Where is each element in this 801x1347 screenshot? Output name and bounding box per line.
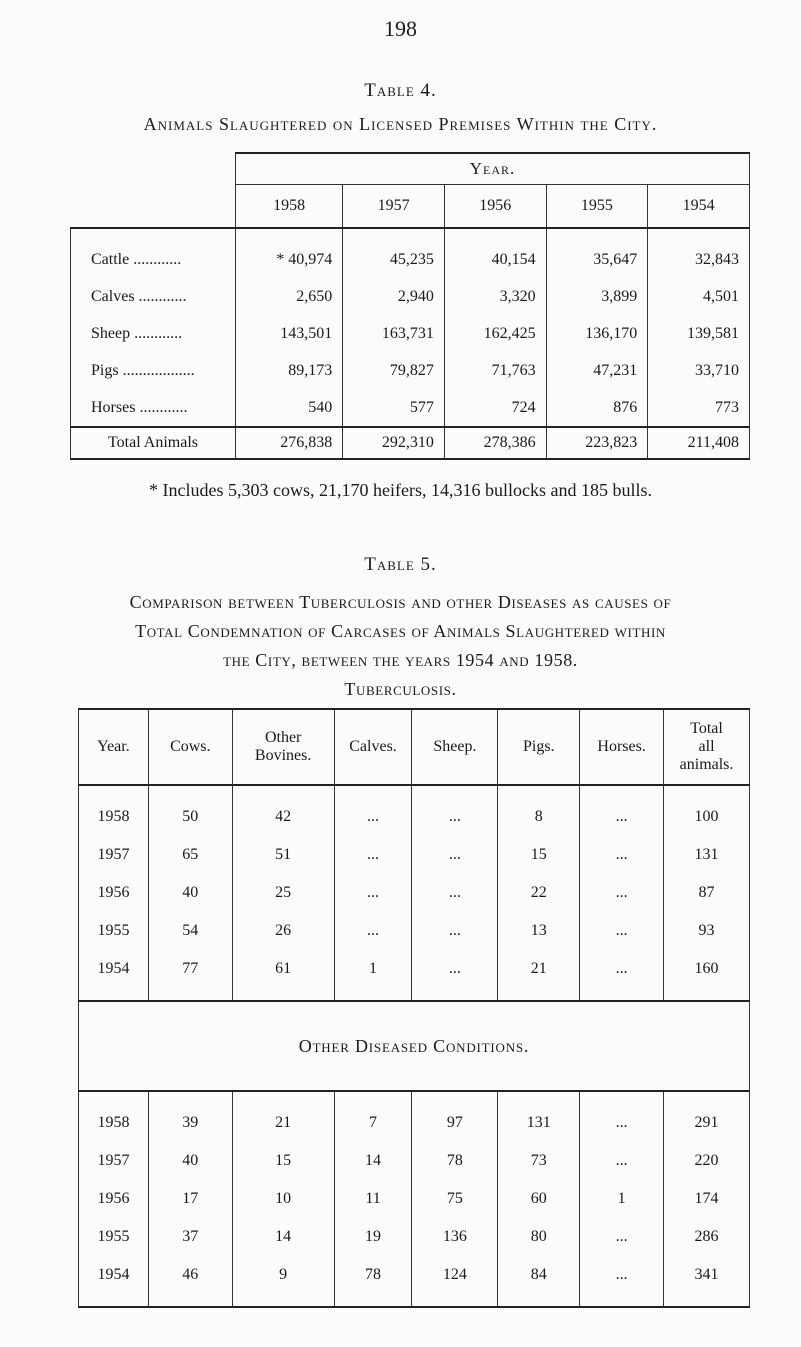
table4-label: Table 4. bbox=[364, 80, 437, 101]
cell: 1 bbox=[334, 950, 412, 988]
tb-section bbox=[79, 785, 750, 1001]
cell: 25 bbox=[232, 874, 334, 912]
cell: 15 bbox=[232, 1142, 334, 1180]
cell: 724 bbox=[444, 389, 546, 427]
cell: 292,310 bbox=[343, 427, 445, 459]
col-header-pigs: Pigs. bbox=[498, 709, 580, 785]
cell: 540 bbox=[236, 389, 343, 427]
cell: 19 bbox=[334, 1218, 412, 1256]
cell: 1957 bbox=[79, 1142, 149, 1180]
cell: 15 bbox=[498, 836, 580, 874]
cell: 40 bbox=[148, 1142, 232, 1180]
cell: ... bbox=[580, 1256, 664, 1294]
cell: 17 bbox=[148, 1180, 232, 1218]
cell: 89,173 bbox=[236, 352, 343, 389]
cell: 46 bbox=[148, 1256, 232, 1294]
header-line: animals. bbox=[679, 756, 734, 773]
cell: 291 bbox=[664, 1104, 750, 1142]
cell: 136 bbox=[412, 1218, 498, 1256]
cell: 211,408 bbox=[648, 427, 750, 459]
cell: 26 bbox=[232, 912, 334, 950]
table5-label: Table 5. bbox=[364, 554, 437, 575]
col-header-sheep: Sheep. bbox=[412, 709, 498, 785]
cell: 45,235 bbox=[343, 228, 445, 278]
table4-title: Animals Slaughtered on Licensed Premises Within the City. bbox=[143, 114, 658, 134]
cell: ... bbox=[412, 836, 498, 874]
cell: 1954 bbox=[79, 1256, 149, 1294]
cell: 1954 bbox=[79, 950, 149, 988]
cell: ... bbox=[580, 950, 664, 988]
cell: 174 bbox=[664, 1180, 750, 1218]
cell: ... bbox=[580, 912, 664, 950]
cell: 162,425 bbox=[444, 315, 546, 352]
table-row bbox=[71, 228, 750, 278]
cell: 14 bbox=[334, 1142, 412, 1180]
table-row bbox=[79, 1142, 750, 1180]
row-label: Pigs .................. bbox=[71, 352, 236, 389]
cell: 341 bbox=[664, 1256, 750, 1294]
cell: 1958 bbox=[79, 1104, 149, 1142]
cell: 1956 bbox=[79, 874, 149, 912]
table-row bbox=[79, 950, 750, 988]
total-label: Total Animals bbox=[71, 427, 236, 459]
cell: ... bbox=[412, 950, 498, 988]
cell: 78 bbox=[412, 1142, 498, 1180]
cell: ... bbox=[334, 874, 412, 912]
table-row bbox=[71, 352, 750, 389]
cell: ... bbox=[412, 912, 498, 950]
cell: 163,731 bbox=[343, 315, 445, 352]
table4-year: 1958 bbox=[236, 185, 343, 229]
table4-year-header: Year. bbox=[236, 153, 750, 185]
table4-year: 1957 bbox=[343, 185, 445, 229]
cell: 131 bbox=[664, 836, 750, 874]
header-line: Total bbox=[690, 720, 723, 737]
cell: 1956 bbox=[79, 1180, 149, 1218]
col-header-total bbox=[664, 709, 750, 785]
row-label: Calves ............ bbox=[71, 278, 236, 315]
cell: 1955 bbox=[79, 1218, 149, 1256]
col-header-other-bovines bbox=[232, 709, 334, 785]
header-line: all bbox=[698, 738, 715, 755]
cell: 4,501 bbox=[648, 278, 750, 315]
other-diseased-conditions-heading: Other Diseased Conditions. bbox=[79, 1001, 750, 1091]
cell: 87 bbox=[664, 874, 750, 912]
cell: 2,940 bbox=[343, 278, 445, 315]
cell: 9 bbox=[232, 1256, 334, 1294]
cell: ... bbox=[412, 798, 498, 836]
table-row bbox=[71, 389, 750, 427]
other-section-header bbox=[79, 1001, 750, 1091]
cell: 21 bbox=[498, 950, 580, 988]
table5-title-line: Total Condemnation of Carcases of Animals Slaughtered within bbox=[135, 621, 666, 641]
row-label: Cattle ............ bbox=[71, 228, 236, 278]
cell: 93 bbox=[664, 912, 750, 950]
cell: 79,827 bbox=[343, 352, 445, 389]
col-header-year: Year. bbox=[79, 709, 149, 785]
table-row bbox=[79, 874, 750, 912]
cell: 32,843 bbox=[648, 228, 750, 278]
cell: 73 bbox=[498, 1142, 580, 1180]
cell: 14 bbox=[232, 1218, 334, 1256]
cell: 143,501 bbox=[236, 315, 343, 352]
cell: 22 bbox=[498, 874, 580, 912]
cell: 50 bbox=[148, 798, 232, 836]
col-header-cows: Cows. bbox=[148, 709, 232, 785]
cell: 13 bbox=[498, 912, 580, 950]
cell: ... bbox=[580, 836, 664, 874]
table-row bbox=[79, 1180, 750, 1218]
cell: 54 bbox=[148, 912, 232, 950]
cell: 75 bbox=[412, 1180, 498, 1218]
cell: 65 bbox=[148, 836, 232, 874]
cell: 77 bbox=[148, 950, 232, 988]
cell: 42 bbox=[232, 798, 334, 836]
table4-footnote: * Includes 5,303 cows, 21,170 heifers, 14,316 bullocks and 185 bulls. bbox=[149, 480, 652, 500]
cell: 11 bbox=[334, 1180, 412, 1218]
cell: 1955 bbox=[79, 912, 149, 950]
table5-subtitle: Tuberculosis. bbox=[344, 679, 457, 699]
col-header-horses: Horses. bbox=[580, 709, 664, 785]
cell: ... bbox=[334, 836, 412, 874]
cell: * 40,974 bbox=[236, 228, 343, 278]
page-number: 198 bbox=[384, 16, 417, 41]
other-section bbox=[79, 1091, 750, 1307]
cell: 276,838 bbox=[236, 427, 343, 459]
cell: ... bbox=[580, 1104, 664, 1142]
cell: 47,231 bbox=[546, 352, 648, 389]
cell: 39 bbox=[148, 1104, 232, 1142]
cell: 80 bbox=[498, 1218, 580, 1256]
cell: 278,386 bbox=[444, 427, 546, 459]
cell: ... bbox=[334, 912, 412, 950]
cell: 40,154 bbox=[444, 228, 546, 278]
cell: 8 bbox=[498, 798, 580, 836]
cell: 1957 bbox=[79, 836, 149, 874]
table5 bbox=[78, 708, 750, 1308]
cell: 876 bbox=[546, 389, 648, 427]
cell: 7 bbox=[334, 1104, 412, 1142]
table-row bbox=[71, 278, 750, 315]
cell: ... bbox=[412, 874, 498, 912]
cell: ... bbox=[580, 1142, 664, 1180]
table4-year: 1955 bbox=[546, 185, 648, 229]
cell: 97 bbox=[412, 1104, 498, 1142]
cell: ... bbox=[580, 874, 664, 912]
table5-title-line: the City, between the years 1954 and 1958. bbox=[223, 650, 578, 670]
total-row bbox=[71, 427, 750, 459]
cell: 3,899 bbox=[546, 278, 648, 315]
row-label: Horses ............ bbox=[71, 389, 236, 427]
cell: 223,823 bbox=[546, 427, 648, 459]
cell: 71,763 bbox=[444, 352, 546, 389]
table-row bbox=[79, 1256, 750, 1294]
cell: 100 bbox=[664, 798, 750, 836]
row-label: Sheep ............ bbox=[71, 315, 236, 352]
cell: ... bbox=[580, 798, 664, 836]
cell: 131 bbox=[498, 1104, 580, 1142]
cell: ... bbox=[580, 1218, 664, 1256]
cell: 2,650 bbox=[236, 278, 343, 315]
table4-year: 1956 bbox=[444, 185, 546, 229]
header-line: Other bbox=[264, 729, 302, 746]
table-row bbox=[79, 836, 750, 874]
table-row bbox=[71, 315, 750, 352]
table4-corner bbox=[71, 153, 236, 228]
cell: 60 bbox=[498, 1180, 580, 1218]
table-row bbox=[79, 798, 750, 836]
cell: 51 bbox=[232, 836, 334, 874]
cell: 84 bbox=[498, 1256, 580, 1294]
table-row bbox=[79, 912, 750, 950]
table4 bbox=[70, 152, 750, 460]
cell: 37 bbox=[148, 1218, 232, 1256]
cell: 220 bbox=[664, 1142, 750, 1180]
cell: 78 bbox=[334, 1256, 412, 1294]
cell: 21 bbox=[232, 1104, 334, 1142]
cell: 35,647 bbox=[546, 228, 648, 278]
cell: 3,320 bbox=[444, 278, 546, 315]
cell: 136,170 bbox=[546, 315, 648, 352]
table5-title-line: Comparison between Tuberculosis and other Diseases as causes of bbox=[129, 592, 672, 612]
cell: 286 bbox=[664, 1218, 750, 1256]
cell: 61 bbox=[232, 950, 334, 988]
cell: 33,710 bbox=[648, 352, 750, 389]
cell: 1958 bbox=[79, 798, 149, 836]
cell: 160 bbox=[664, 950, 750, 988]
table-row bbox=[79, 1104, 750, 1142]
cell: 40 bbox=[148, 874, 232, 912]
cell: 139,581 bbox=[648, 315, 750, 352]
cell: ... bbox=[334, 798, 412, 836]
col-header-calves: Calves. bbox=[334, 709, 412, 785]
cell: 10 bbox=[232, 1180, 334, 1218]
table-row bbox=[79, 1218, 750, 1256]
cell: 1 bbox=[580, 1180, 664, 1218]
cell: 773 bbox=[648, 389, 750, 427]
cell: 124 bbox=[412, 1256, 498, 1294]
cell: 577 bbox=[343, 389, 445, 427]
header-line: Bovines. bbox=[254, 747, 312, 764]
table4-year: 1954 bbox=[648, 185, 750, 229]
